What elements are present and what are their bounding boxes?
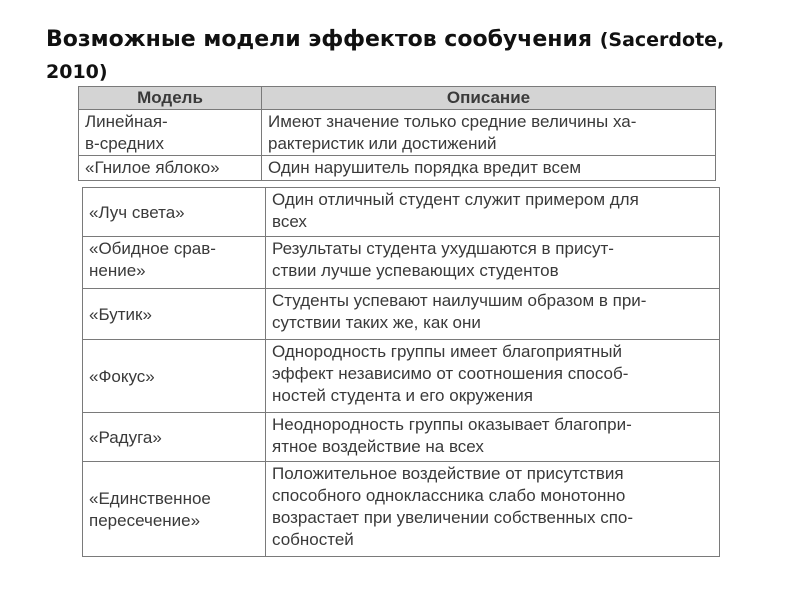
model-cell: «Гнилое яблоко» bbox=[79, 156, 262, 181]
model-cell: «Бутик» bbox=[83, 289, 266, 340]
models-table-top-fragment bbox=[78, 86, 716, 181]
header-description: Описание bbox=[262, 87, 716, 110]
table-row bbox=[79, 110, 716, 156]
table-header-row bbox=[79, 87, 716, 110]
description-cell: Имеют значение только средние величины ха- рактеристик или достижений bbox=[262, 110, 716, 156]
description-cell: Положительное воздействие от присутствия способного одноклассника слабо монотонно возрастает при увеличении собственных спо- собностей bbox=[266, 462, 720, 557]
description-cell: Результаты студента ухудшаются в присут- ствии лучше успевающих студентов bbox=[266, 237, 720, 289]
model-cell: Линейная- в-средних bbox=[79, 110, 262, 156]
description-cell: Один отличный студент служит примером для всех bbox=[266, 188, 720, 237]
table-row bbox=[79, 156, 716, 181]
description-cell: Неоднородность группы оказывает благопри- ятное воздействие на всех bbox=[266, 413, 720, 462]
header-model: Модель bbox=[79, 87, 262, 110]
description-cell: Однородность группы имеет благоприятный эффект независимо от соотношения способ- ностей студента и его окружения bbox=[266, 340, 720, 413]
description-cell: Студенты успевают наилучшим образом в при- сутствии таких же, как они bbox=[266, 289, 720, 340]
model-cell: «Луч света» bbox=[83, 188, 266, 237]
slide-title bbox=[46, 24, 766, 88]
model-cell: «Единственное пересечение» bbox=[83, 462, 266, 557]
table-row bbox=[83, 237, 720, 289]
model-cell: «Фокус» bbox=[83, 340, 266, 413]
description-cell: Один нарушитель порядка вредит всем bbox=[262, 156, 716, 181]
title-main: Возможные модели эффектов сообучения bbox=[46, 27, 593, 52]
table-row bbox=[83, 289, 720, 340]
model-cell: «Обидное срав- нение» bbox=[83, 237, 266, 289]
title-citation: (Sacerdote, 2010) bbox=[46, 29, 725, 83]
models-table-bottom-fragment bbox=[82, 187, 720, 557]
table-row bbox=[83, 188, 720, 237]
table-row bbox=[83, 413, 720, 462]
table-row bbox=[83, 462, 720, 557]
table-row bbox=[83, 340, 720, 413]
model-cell: «Радуга» bbox=[83, 413, 266, 462]
